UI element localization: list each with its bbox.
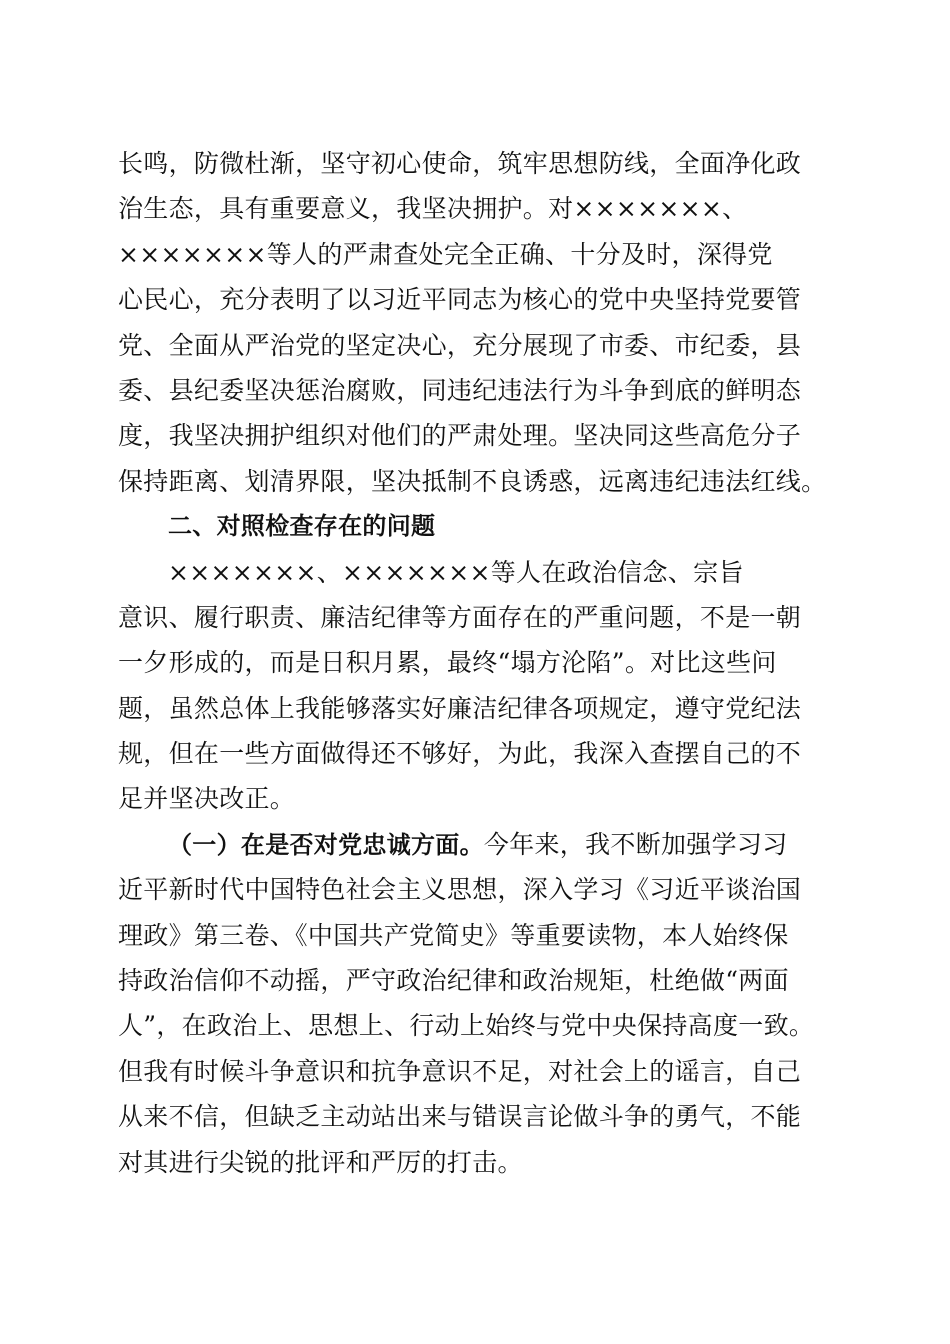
document-body [118, 141, 830, 1185]
text-line: 题，虽然总体上我能够落实好廉洁纪律各项规定，遵守党纪法 [118, 693, 802, 723]
text-line: 心民心，充分表明了以习近平同志为核心的党中央坚持党要管 [118, 285, 802, 315]
text-line: 从来不信，但缺乏主动站出来与错误言论做斗争的勇气，不能 [118, 1102, 802, 1132]
text-line: 意识、履行职责、廉洁纪律等方面存在的严重问题，不是一朝 [118, 602, 802, 632]
section-heading: 二、对照检查存在的问题 [168, 512, 436, 541]
text-line: 但我有时候斗争意识和抗争意识不足，对社会上的谣言，自己 [118, 1056, 802, 1086]
paragraph-3 [118, 822, 830, 1185]
text-line [118, 822, 830, 867]
text-line: 党、全面从严治党的坚定决心，充分展现了市委、市纪委，县 [118, 330, 802, 360]
text-line: 人”，在政治上、思想上、行动上始终与党中央保持高度一致。 [118, 1011, 815, 1041]
text-line: 保持距离、划清界限，坚决抵制不良诱惑，远离违纪违法红线。 [118, 466, 827, 496]
text-line: 委、县纪委坚决惩治腐败，同违纪违法行为斗争到底的鲜明态 [118, 375, 802, 405]
text-line: 一夕形成的，而是日积月累，最终“塌方沦陷”。对比这些问 [118, 648, 777, 678]
text-line: 近平新时代中国特色社会主义思想，深入学习《习近平谈治国 [118, 875, 802, 905]
text-line: ×××××××、×××××××等人在政治信念、宗旨 [168, 557, 744, 587]
text-line: 长鸣，防微杜渐，坚守初心使命，筑牢思想防线，全面净化政 [118, 149, 802, 178]
text-span: 今年来，我不断加强学习习 [483, 829, 788, 859]
text-line: 对其进行尖锐的批评和严厉的打击。 [118, 1147, 523, 1177]
text-line: ×××××××等人的严肃查处完全正确、十分及时，深得党 [118, 239, 773, 269]
text-line: 治生态，具有重要意义，我坚决拥护。对×××××××、 [118, 194, 748, 224]
paragraph-2 [118, 550, 830, 822]
paragraph-1 [118, 141, 830, 504]
text-line: 持政治信仰不动摇，严守政治纪律和政治规矩，杜绝做“两面 [118, 966, 789, 996]
text-line: 足并坚决改正。 [118, 784, 296, 814]
text-line: 度，我坚决拥护组织对他们的严肃处理。坚决同这些高危分子 [118, 421, 802, 451]
text-line: 理政》第三卷、《中国共产党简史》等重要读物，本人始终保 [118, 920, 789, 950]
subsection-lead: （一）在是否对党忠诚方面。 [168, 830, 484, 859]
text-line: 规，但在一些方面做得还不够好，为此，我深入查摆自己的不 [118, 739, 802, 769]
